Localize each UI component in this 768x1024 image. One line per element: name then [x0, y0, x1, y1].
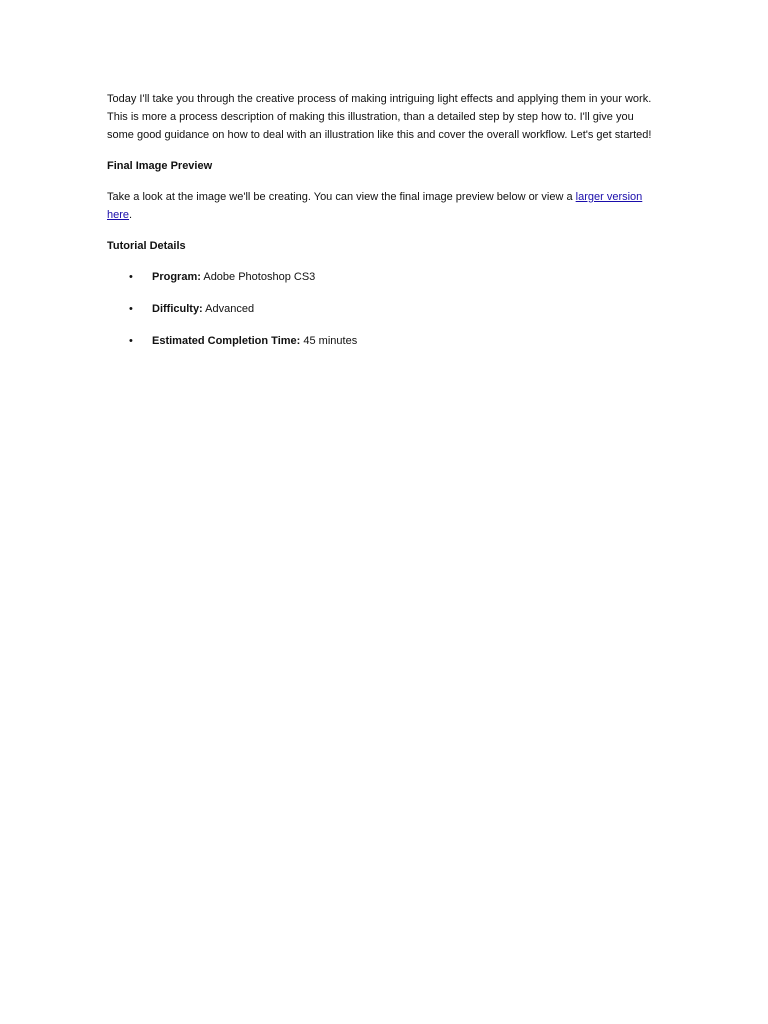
completion-time-label: Estimated Completion Time:	[152, 335, 301, 347]
list-item-difficulty	[107, 300, 663, 318]
tutorial-details-list	[107, 268, 663, 350]
intro-paragraph: Today I'll take you through the creative process of making intriguing light effects and applying them in your work. This is more a process description of making this illustration, than a detailed step by step how to. I'll give you some good guidance on how to deal with an illustration like this and cover the overall workflow. Let's get started!	[107, 93, 652, 141]
preview-text-end: .	[129, 209, 133, 221]
bullet-icon: •	[129, 335, 133, 347]
document-page	[107, 90, 663, 364]
preview-text: Take a look at the image we'll be creating. You can view the final image preview below or view a	[107, 191, 576, 203]
tutorial-details-heading: Tutorial Details	[107, 240, 186, 252]
larger-version-link[interactable]: larger version here	[107, 191, 643, 221]
difficulty-value: Advanced	[202, 303, 255, 315]
final-image-preview-heading: Final Image Preview	[107, 160, 213, 172]
preview-paragraph	[107, 188, 663, 224]
list-item-program	[107, 268, 663, 286]
bullet-icon: •	[129, 271, 133, 283]
bullet-icon: •	[129, 303, 133, 315]
list-item-completion-time	[107, 332, 663, 350]
program-label: Program:	[152, 271, 201, 283]
program-value: Adobe Photoshop CS3	[200, 271, 316, 283]
difficulty-label: Difficulty:	[152, 303, 203, 315]
completion-time-value: 45 minutes	[300, 335, 358, 347]
